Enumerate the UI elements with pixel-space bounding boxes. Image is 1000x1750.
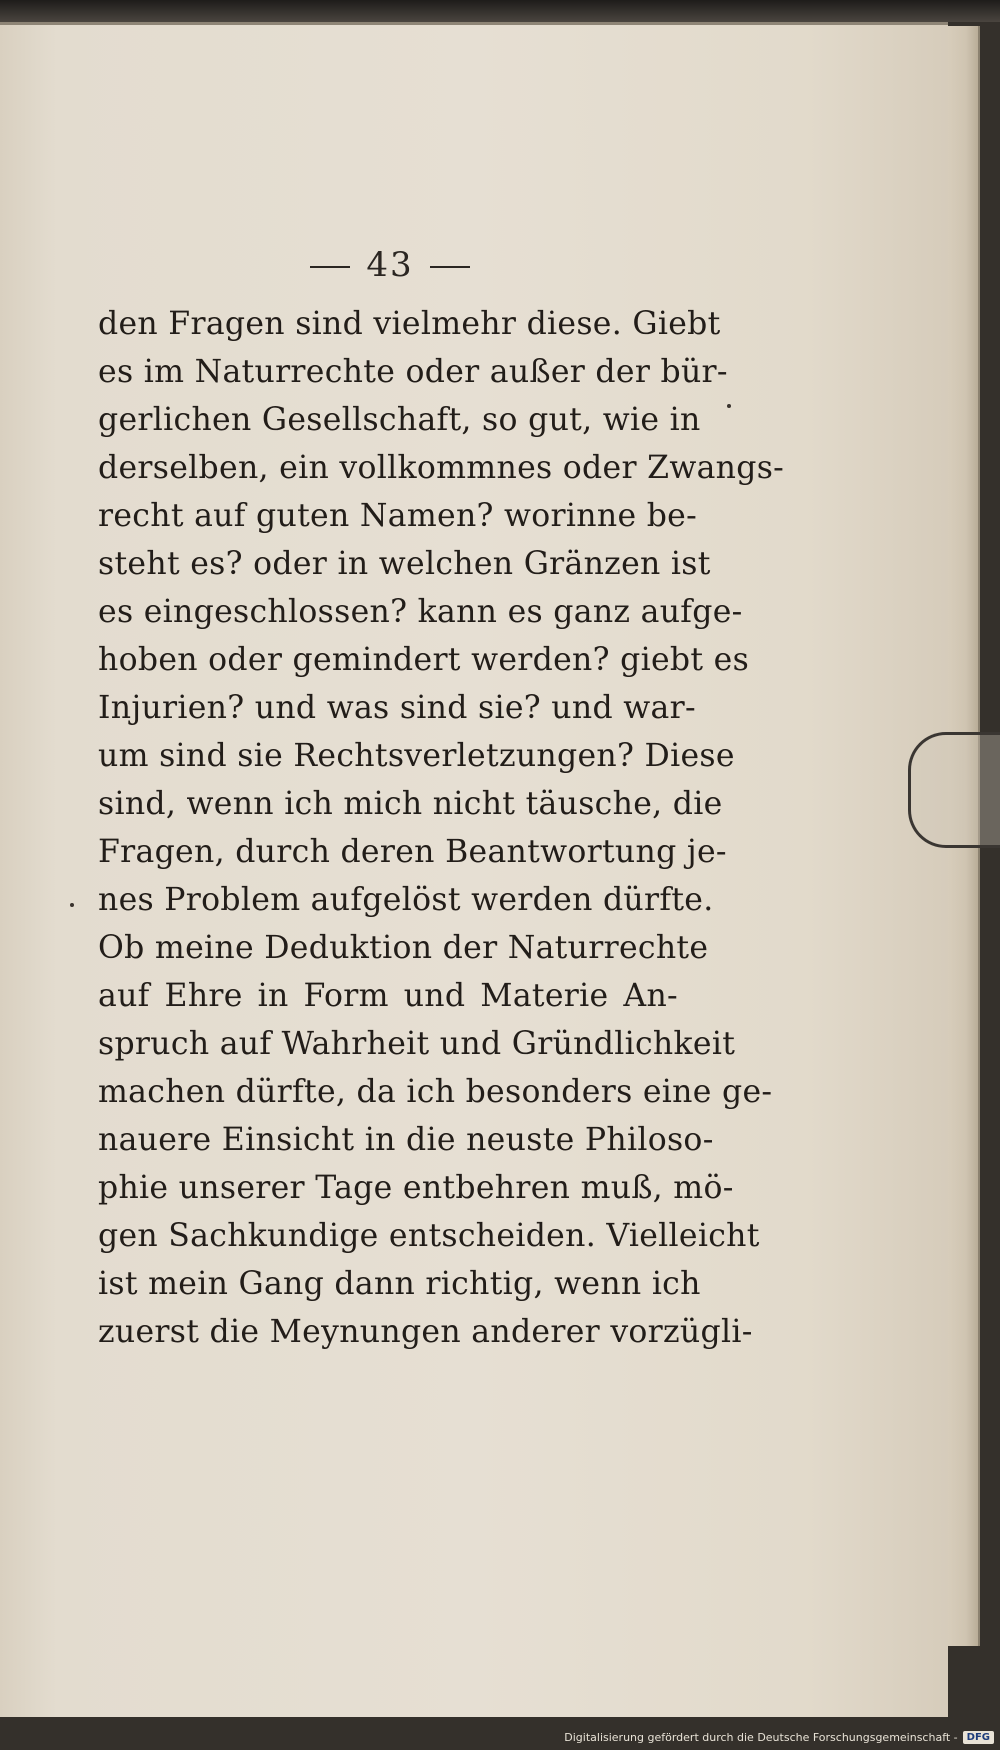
footer-credit	[564, 1731, 994, 1744]
speck	[70, 903, 74, 907]
text-line: phie unserer Tage entbehren muß, mö-	[98, 1170, 734, 1206]
text-line: nes Problem aufgelöst werden dürfte.	[98, 882, 714, 918]
page-number-text: 43	[366, 245, 414, 285]
text-line: auf Ehre in Form und Materie An-	[98, 978, 678, 1014]
page-number	[280, 245, 500, 285]
text-line: steht es? oder in welchen Gränzen ist	[98, 546, 711, 582]
body-text	[98, 300, 785, 1356]
speck	[727, 404, 731, 408]
text-line: gen Sachkundige entscheiden. Vielleicht	[98, 1218, 760, 1254]
text-line: es im Naturrechte oder außer der bür-	[98, 354, 728, 390]
dash-left	[310, 266, 350, 268]
text-line: nauere Einsicht in die neuste Philoso-	[98, 1122, 714, 1158]
text-line: es eingeschlossen? kann es ganz aufge-	[98, 594, 743, 630]
text-line: Ob meine Deduktion der Naturrechte	[98, 930, 709, 966]
text-line: Fragen, durch deren Beantwortung je-	[98, 834, 727, 870]
text-line: derselben, ein vollkommnes oder Zwangs-	[98, 450, 785, 486]
book-top-edge	[0, 0, 1000, 22]
text-line: ist mein Gang dann richtig, wenn ich	[98, 1266, 701, 1302]
text-line: recht auf guten Namen? worinne be-	[98, 498, 698, 534]
dash-right	[430, 266, 470, 268]
text-line: zuerst die Meynungen anderer vorzügli-	[98, 1314, 753, 1350]
text-line: hoben oder gemindert werden? giebt es	[98, 642, 750, 678]
dfg-logo: DFG	[963, 1731, 994, 1744]
text-line: spruch auf Wahrheit und Gründlichkeit	[98, 1026, 736, 1062]
text-line: sind, wenn ich mich nicht täusche, die	[98, 786, 723, 822]
text-line: den Fragen sind vielmehr diese. Giebt	[98, 306, 721, 342]
footer-credit-text: Digitalisierung gefördert durch die Deutsche Forschungsgemeinschaft -	[564, 1731, 958, 1744]
text-line: um sind sie Rechtsverletzungen? Diese	[98, 738, 735, 774]
page-clip	[908, 732, 1000, 848]
text-line: Injurien? und was sind sie? und war-	[98, 690, 696, 726]
text-line: gerlichen Gesellschaft, so gut, wie in	[98, 402, 701, 438]
text-line: machen dürfte, da ich besonders eine ge-	[98, 1074, 773, 1110]
